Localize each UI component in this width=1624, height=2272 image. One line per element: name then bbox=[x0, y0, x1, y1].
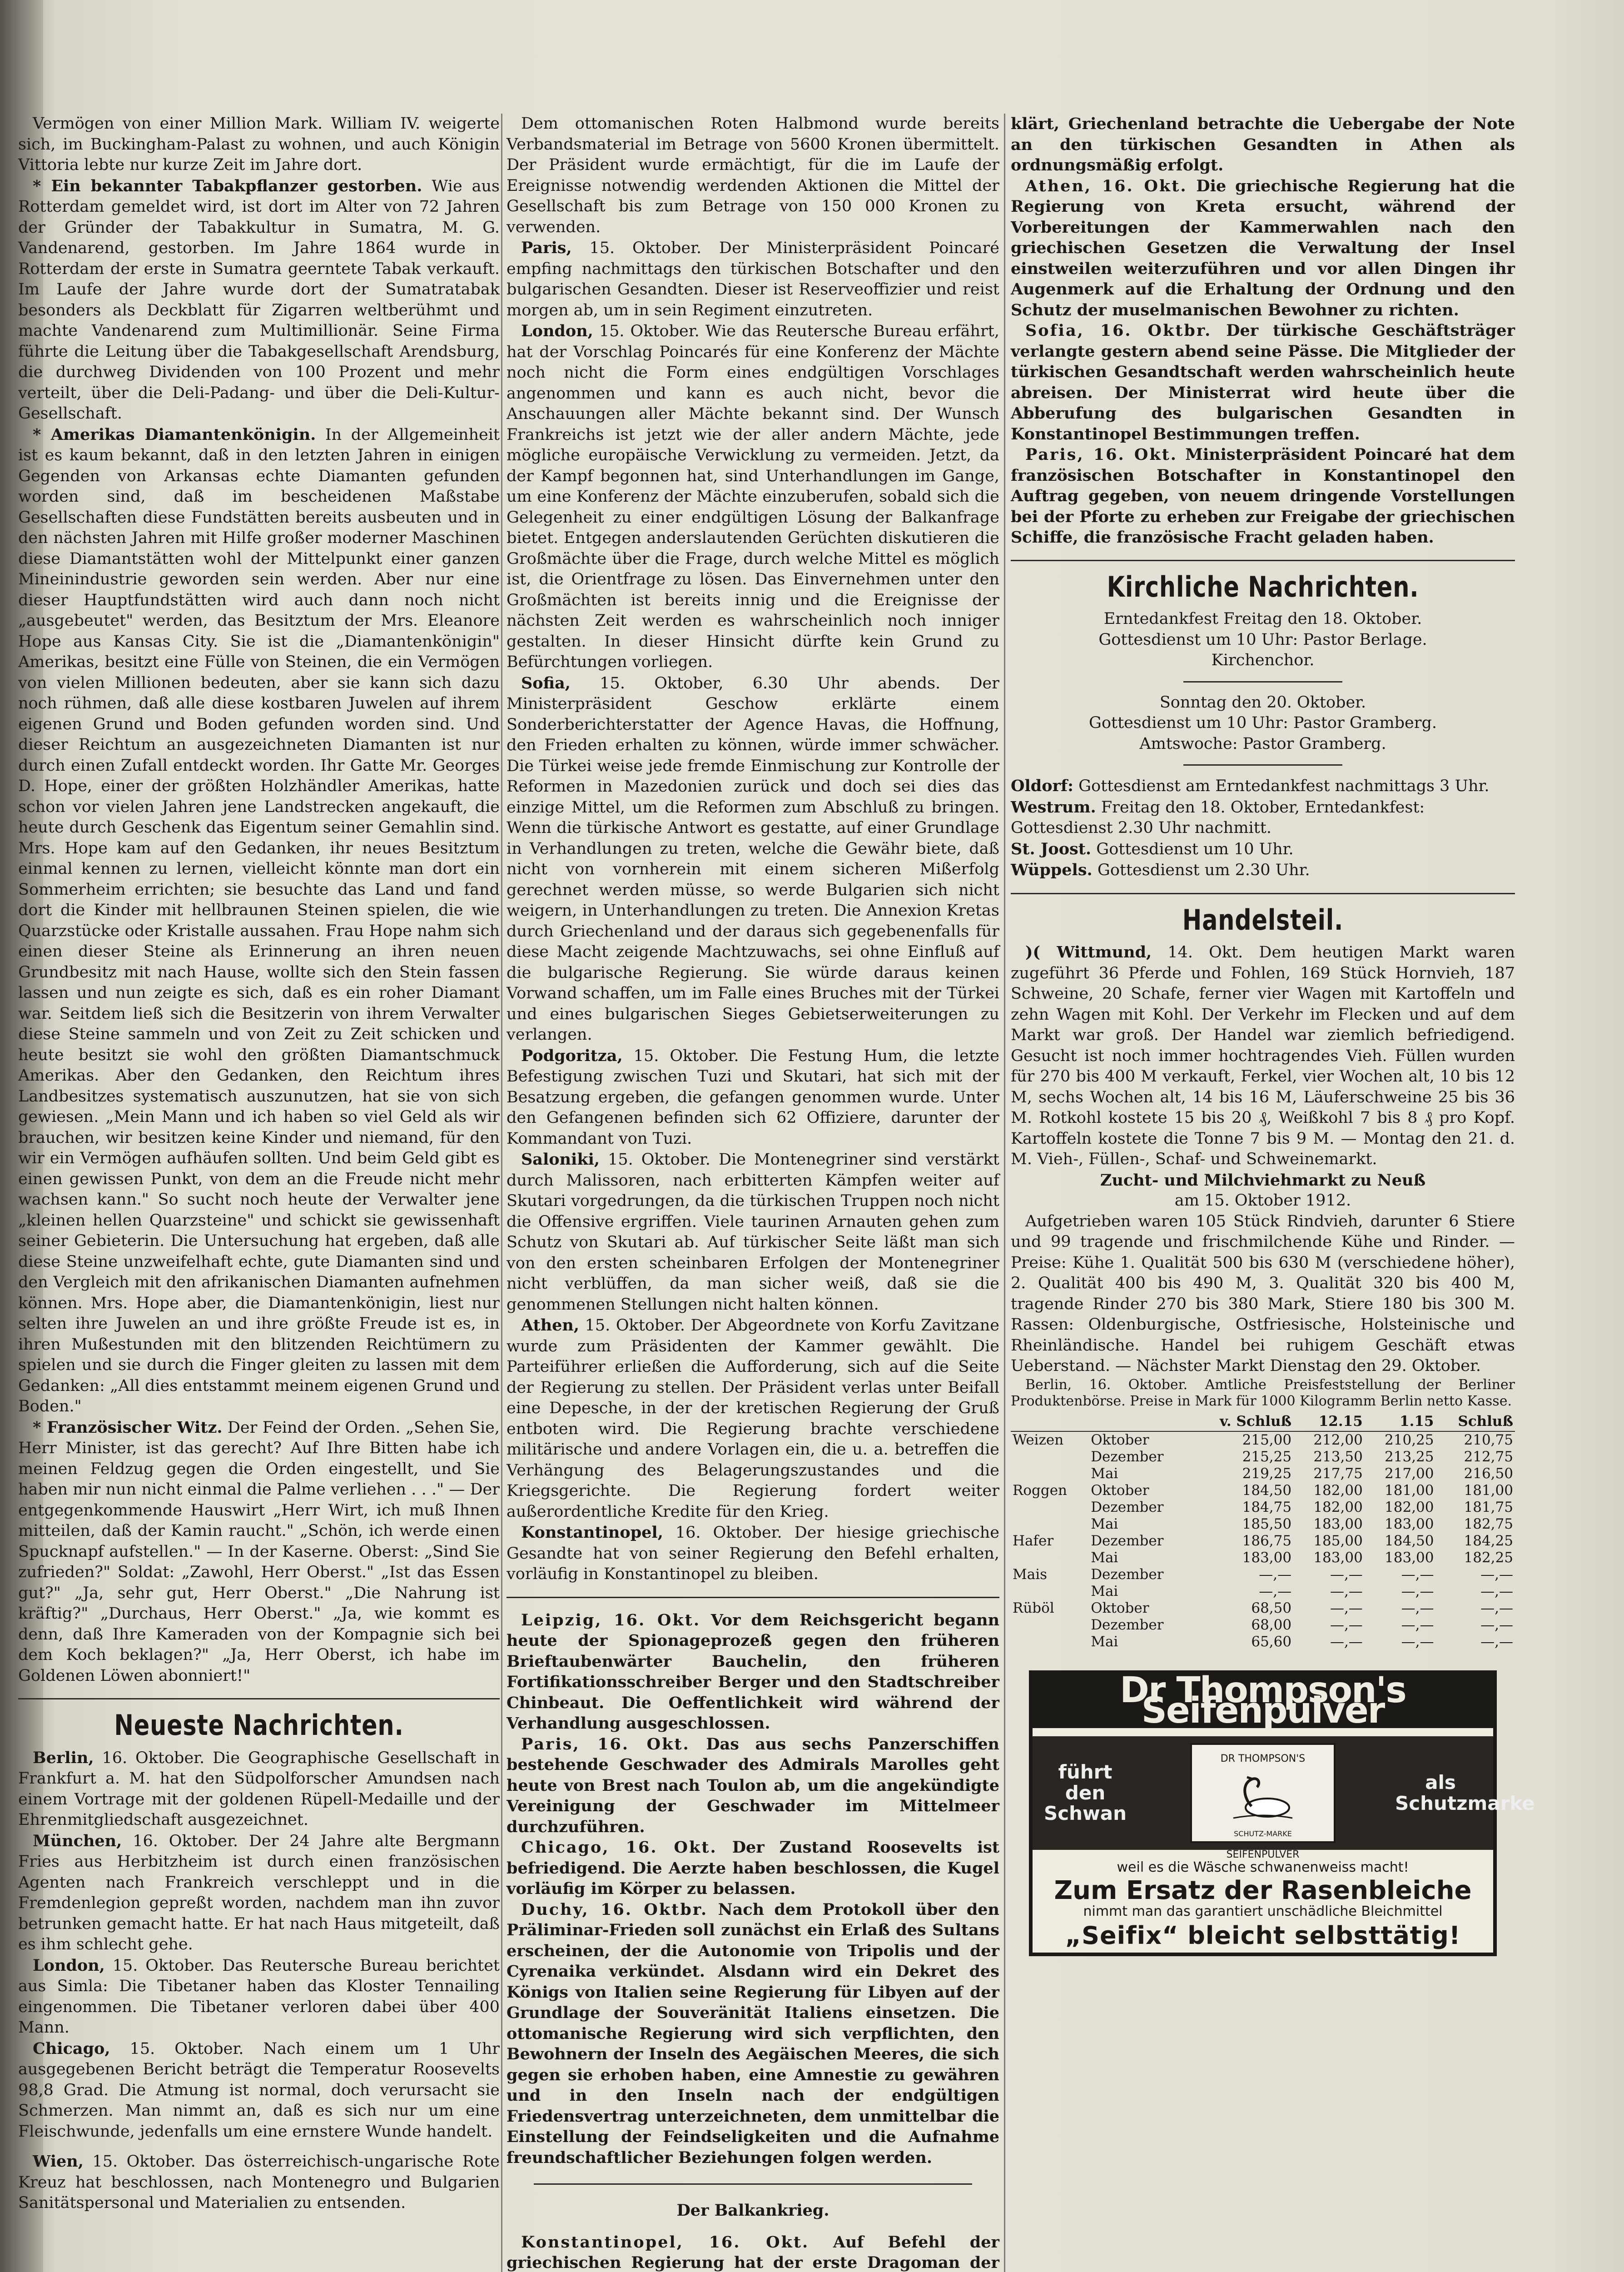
ad-box-bottom: SEIFENPULVER bbox=[1226, 1848, 1300, 1860]
ad-banner bbox=[1033, 1736, 1535, 1860]
price-cell: 183,00 bbox=[1385, 1515, 1434, 1532]
month-cell: Dezember bbox=[1091, 1566, 1164, 1583]
price-cell: 212,00 bbox=[1313, 1431, 1363, 1448]
price-row bbox=[1011, 1449, 1515, 1465]
commodity-cell: Weizen bbox=[1013, 1431, 1064, 1448]
news-item bbox=[507, 1149, 999, 1315]
dateline: Wien, bbox=[33, 2152, 84, 2171]
month-cell: Oktober bbox=[1091, 1482, 1149, 1499]
news-item bbox=[18, 1955, 500, 2038]
price-cell: 216,50 bbox=[1464, 1465, 1513, 1482]
telegram-text: Der türkische Geschäftsträger verlangte gestern abend seine Pässe. Die Mitglieder der türkischen Gesandtschaft werden wahrscheinlich heute abreisen. Der Ministerrat wird heute über die Abberufung des bulgarischen Gesandten in Konstantinopel Bestimmungen treffen. bbox=[1011, 321, 1515, 443]
telegram-item bbox=[1011, 320, 1515, 444]
price-cell: —,— bbox=[1330, 1633, 1363, 1650]
news-item bbox=[18, 1748, 500, 1831]
telegram-item bbox=[507, 2232, 999, 2272]
price-row bbox=[1011, 1600, 1515, 1617]
price-cell: 213,25 bbox=[1385, 1448, 1434, 1465]
swan-icon bbox=[1229, 1769, 1297, 1824]
month-cell: Mai bbox=[1091, 1465, 1118, 1482]
price-column-header: Schluß bbox=[1436, 1412, 1515, 1431]
news-item bbox=[507, 1046, 999, 1150]
commodity-cell: Hafer bbox=[1013, 1532, 1054, 1549]
price-cell: 182,75 bbox=[1464, 1515, 1513, 1532]
price-cell: —,— bbox=[1480, 1616, 1513, 1633]
price-row bbox=[1011, 1550, 1515, 1566]
price-column-header: 12.15 bbox=[1293, 1412, 1365, 1431]
news-text: 16. Oktober. Der 24 Jahre alte Bergmann Fries aus Herbitzheim ist durch einen französischen Agenten nach Frankreich verschleppt und in die Fremdenlegion gepreßt worden, nachdem man ihn zuvor betrunken gemacht hatte. Er hat nach Haus mitgeteilt, daß es ihm schlecht gehe. bbox=[18, 1832, 500, 1953]
price-cell: —,— bbox=[1480, 1583, 1513, 1599]
advertisement-seifenpulver bbox=[1029, 1669, 1535, 1956]
price-column-header: 1.15 bbox=[1365, 1412, 1436, 1431]
commodity-cell bbox=[1011, 1499, 1089, 1516]
market-text: 14. Okt. Dem heutigen Markt waren zugeführt 36 Pferde und Fohlen, 169 Stück Hornvieh, 187 Schweine, 20 Schafe, ferner vier Wagen mit Kartoffeln und zehn Wagen mit Kohl. Der Verkehr im Flecken und auf dem Markt war groß. Der Handel war ziemlich befriedigend. Gesucht ist noch immer hochtragendes Vieh. Füllen wurden für 270 bis 400 M verkauft, Ferkel, vier Wochen alt, 10 bis 12 M, sechs Wochen alt, 14 bis 16 M, Läuferschweine 25 bis 36 M. Rotkohl kostete 15 bis 20 ₰, Weißkohl 7 bis 8 ₰ pro Kopf. Kartoffeln kostete die Tonne 7 bis 9 M. — Montag den 21. d. M. Vieh-, Füllen-, Schaf- und Schweinemarkt. bbox=[1011, 943, 1515, 1168]
price-column-header bbox=[1011, 1412, 1089, 1431]
month-cell: Mai bbox=[1091, 1583, 1118, 1599]
divider bbox=[1183, 681, 1342, 683]
telegram-item: klärt, Griechenland betrachte die Uebergabe der Note an den türkischen Gesandten in Athen als ordnungsmäßig erfolgt. bbox=[1011, 115, 1515, 174]
commodity-cell bbox=[1011, 1583, 1089, 1600]
dateline: Athen, 16. Okt. bbox=[1025, 176, 1187, 195]
telegram-item bbox=[507, 1837, 999, 1899]
dateline: Saloniki, bbox=[521, 1150, 600, 1169]
price-cell: 68,00 bbox=[1251, 1616, 1292, 1633]
dateline: Athen, bbox=[521, 1316, 580, 1335]
dateline: Duchy, 16. Oktbr. bbox=[521, 1900, 708, 1919]
commodity-cell: Roggen bbox=[1013, 1482, 1068, 1499]
telegram-item bbox=[1011, 176, 1515, 321]
news-item bbox=[507, 673, 999, 1046]
parish-name: Wüppels. bbox=[1011, 861, 1093, 879]
article-paragraph bbox=[18, 176, 500, 424]
price-cell: —,— bbox=[1259, 1583, 1292, 1599]
dateline: Paris, 16. Okt. bbox=[1025, 445, 1177, 464]
price-cell: 219,25 bbox=[1242, 1465, 1292, 1482]
dateline: Paris, bbox=[521, 239, 572, 257]
parish-text: Gottesdienst um 10 Uhr. bbox=[1096, 840, 1294, 858]
article-text: In der Allgemeinheit ist es kaum bekannt, daß in den letzten Jahren in einigen Gegenden von Arkansas echte Diamanten gefunden worden sind, daß im bescheidenen Maßstabe Gesellschaften diese Fundstätten bereits ausbeuten und in den nächsten Jahren mit Hilfe großer moderner Maschinen diese Diamantstätten wohl der Mittelpunkt einer ganzen Mineinindustrie geworden sein werden. Aber nur eine dieser Hauptfundstätten wird auch dann noch nicht „ausgebeutet" werden, das Besitztum der Mrs. Eleanore Hope aus Kansas City. Sie ist die „Diamantenkönigin" Amerikas, besitzt eine Fülle von Steinen, die ein Vermögen von vielen Millionen bedeuten, aber sie kann sich dazu noch rühmen, daß alle diese kostbaren Juwelen auf ihrem eigenen Grund und Boden gefunden worden sind. Und dieser Reichtum an ausgezeichneten Diamanten ist nur durch einen Zufall entdeckt worden. Ihr Gatte Mr. Georges D. Hope, einer der größten Holzhändler Amerikas, hatte schon vor vielen Jahren jene Landstrecken angekauft, die heute durch Geschenk das Eigentum seiner Gemahlin sind. Mrs. Hope kam auf den Gedanken, ihr neues Besitztum einmal kennen zu lernen, vielleicht könnte man dort ein Sommerheim errichten; sie besuchte das Land und fand dort die Kinder mit hellbraunen Steinen spielen, die wie Quarzstücke oder Kristalle aussahen. Frau Hope nahm sich einen dieser Steine als Erinnerung an ihren neuen Grundbesitz mit nach Hause, wollte sich den Stein fassen lassen und nun zeigte es sich, daß es ein roher Diamant war. Seitdem ließ sich die Besitzerin von ihrem Verwalter diese Steine sammeln und von Zeit zu Zeit schicken und heute besitzt sie wohl den größten Diamantschmuck Amerikas. Aber den Gedanken, den Reichtum ihres Landbesitzes systematisch auszunutzen, hat sie von sich gewiesen. „Mein Mann und ich haben so viel Geld als wir brauchen, wir besitzen keine Kinder und niemand, für den wir ein Vermögen aufhäufen sollten. Und beim Geld gibt es einen gewissen Punkt, von dem an die Freude nicht mehr wachsen kann." So sucht noch heute der Verwalter jene „kleinen hellen Quarzsteine" und schickt sie gewissenhaft seiner Gebieterin. Die Untersuchung hat ergeben, daß alle diese Steine unzweifelhaft echte, gute Diamanten sind und den Vergleich mit den afrikanischen Diamanten aufnehmen können. Mrs. Hope aber, die Diamantenkönigin, liest nur selten ihre Juwelen an und ihre größte Freude ist es, in ihren Mußestunden mit den blitzenden Reichtümern zu spielen und sie durch die Finger gleiten zu lassen mit dem Gedanken: „All dies entstammt meinem eigenen Grund und Boden." bbox=[18, 425, 500, 1415]
parish-name: St. Joost. bbox=[1011, 839, 1092, 858]
divider bbox=[534, 2183, 972, 2185]
price-column-header: v. Schluß bbox=[1192, 1412, 1294, 1431]
price-cell: 182,00 bbox=[1385, 1499, 1434, 1515]
commodity-cell bbox=[1011, 1550, 1089, 1566]
grain-price-table bbox=[1011, 1412, 1515, 1650]
parish-text: Freitag den 18. Oktober, Erntedankfest: Gottesdienst 2.30 Uhr nachmitt. bbox=[1011, 798, 1425, 837]
telegram-text: Die griechische Regierung hat die Regierung von Kreta ersucht, während der Vorbereitungen der Kammerwahlen nach den griechischen Gesetzen die Verwaltung der Insel einstweilen weiterzuführen und vor allen Dingen ihr Augenmerk auf die Erhaltung der Ordnung und den Schutz der muselmanischen Bewohner zu richten. bbox=[1011, 176, 1515, 319]
church-line: Gottesdienst um 10 Uhr: Pastor Gramberg. bbox=[1089, 714, 1437, 732]
commodity-cell bbox=[1011, 1449, 1089, 1465]
dateline: Sofia, bbox=[521, 673, 571, 693]
market-report bbox=[1011, 942, 1515, 1170]
column-3 bbox=[1011, 114, 1535, 2272]
dateline: Berlin, bbox=[33, 1748, 94, 1767]
church-notices bbox=[1011, 609, 1515, 881]
divider bbox=[1183, 764, 1342, 766]
ad-right-text: als Schutzmarke bbox=[1395, 1771, 1535, 1814]
parish-notice bbox=[1011, 839, 1515, 860]
price-cell: 210,25 bbox=[1385, 1431, 1434, 1448]
parish-notice bbox=[1011, 797, 1515, 839]
month-cell: Oktober bbox=[1091, 1599, 1149, 1616]
price-cell: 184,75 bbox=[1242, 1499, 1292, 1515]
dateline: London, bbox=[33, 1956, 105, 1975]
price-cell: —,— bbox=[1401, 1566, 1434, 1583]
news-text: 15. Oktober. Das österreichisch-ungarische Rote Kreuz hat beschlossen, nach Montenegro und Bulgarien Sanitätspersonal und Materialien zu entsenden. bbox=[18, 2152, 500, 2212]
price-cell: 185,00 bbox=[1313, 1532, 1363, 1549]
church-line: Sonntag den 20. Oktober. bbox=[1159, 693, 1366, 712]
price-cell: —,— bbox=[1330, 1616, 1363, 1633]
price-row bbox=[1011, 1566, 1515, 1583]
price-cell: 183,00 bbox=[1313, 1549, 1363, 1566]
price-row bbox=[1011, 1465, 1515, 1482]
market-report: Aufgetrieben waren 105 Stück Rindvieh, darunter 6 Stiere und 99 tragende und frischmilchende Kühe und Rinder. — Preise: Kühe 1. Qualität 500 bis 630 M (verschiedene höher), 2. Qualität 400 bis 490 M, 3. Qualität 320 bis 400 M, tragende Rinder 270 bis 380 Mark, Stiere 180 bis 300 M. Rassen: Oldenburgische, Ostfriesische, Holsteinische und Rheinländische. Handel bei ruhigem Geschäft etwas Ueberstand. — Nächster Markt Dienstag den 29. Oktober. bbox=[1011, 1212, 1515, 1375]
parish-text: Gottesdienst um 2.30 Uhr. bbox=[1097, 861, 1310, 879]
news-text: 16. Oktober. Die Geographische Gesellschaft in Frankfurt a. M. hat den Südpolforscher Amundsen nach einem Vortrage mit der goldenen Rüpell-Medaille und der Ehrenmitgliedschaft ausgezeichnet. bbox=[18, 1749, 500, 1829]
commodity-cell bbox=[1011, 1617, 1089, 1634]
commodity-cell: Rüböl bbox=[1013, 1599, 1054, 1616]
dateline: Berlin, 16. Oktober. bbox=[1025, 1376, 1188, 1393]
section-heading-handelsteil: Handelsteil. bbox=[1182, 903, 1344, 937]
price-cell: 182,25 bbox=[1464, 1549, 1513, 1566]
dateline: Chicago, bbox=[33, 2039, 110, 2058]
commodity-cell bbox=[1011, 1465, 1089, 1482]
commodity-cell: Mais bbox=[1013, 1566, 1048, 1583]
article-text: Wie aus Rotterdam gemeldet wird, ist dort im Alter von 72 Jahren der Gründer der Tabakkultur in Sumatra, M. G. Vandenarend, gestorben. Im Jahre 1864 wurde in Rotterdam der erste in Sumatra geerntete Tabak verkauft. Im Laufe der Jahre wurde dort der Sumatratabak besonders als Deckblatt für Zigarren weltberühmt und machte Vandenarend zum Multimillionär. Seine Firma führte die Leitung über die Tabakgesellschaft Arendsburg, die durchweg Dividenden von 100 Prozent und mehr verteilt, über die Deli-Padang- und über die Deli-Kultur-Gesellschaft. bbox=[18, 177, 500, 423]
dateline: Konstantinopel, 16. Okt. bbox=[521, 2232, 810, 2252]
ad-tagline: „Seifix“ bleicht selbsttätig! bbox=[1065, 1921, 1461, 1950]
price-cell: 184,50 bbox=[1242, 1482, 1292, 1499]
ad-title: Dr Thompson's Seifenpulver bbox=[1033, 1674, 1493, 1728]
month-cell: Mai bbox=[1091, 1515, 1118, 1532]
price-cell: —,— bbox=[1480, 1633, 1513, 1650]
divider bbox=[18, 1698, 500, 1699]
telegram-text: Nach dem Protokoll über den Präliminar-Frieden soll zunächst ein Erlaß des Sultans erscheinen, der die Autonomie von Tripolis und der Cyrenaika verkündet. Alsdann wird ein Dekret des Königs von Italien seine Regierung für Libyen auf der Grundlage der Souveränität Italiens einsetzen. Die ottomanische Regierung wird sich verpflichten, den Bewohnern der Inseln des Aegäischen Meeres, die sich gegen sie erhoben haben, eine Amnestie zu gewähren und in den Inseln nach der endgültigen Friedensvertrag unterzeichneten, dem unmittelbar die Einstellung der Feindseligkeiten und die Aufnahme freundschaftlicher Beziehungen folgen werden. bbox=[507, 1900, 1000, 2167]
telegram-item bbox=[1011, 444, 1515, 548]
news-item bbox=[18, 1831, 500, 1955]
article-headline: * Amerikas Diamantenkönigin. bbox=[33, 425, 316, 444]
price-row bbox=[1011, 1533, 1515, 1550]
section-heading-neueste-nachrichten: Neueste Nachrichten. bbox=[114, 1709, 404, 1742]
price-cell: —,— bbox=[1480, 1566, 1513, 1583]
price-cell: 217,75 bbox=[1313, 1465, 1363, 1482]
telegram-text: Der Zustand Roosevelts ist befriedigend. Die Aerzte haben beschlossen, die Kugel vorläufig im Körper zu belassen. bbox=[507, 1838, 999, 1898]
telegram-item bbox=[507, 1734, 999, 1838]
news-item bbox=[18, 2151, 500, 2214]
month-cell: Dezember bbox=[1091, 1532, 1164, 1549]
price-cell: —,— bbox=[1480, 1599, 1513, 1616]
price-cell: 182,00 bbox=[1313, 1499, 1363, 1515]
price-cell: 181,00 bbox=[1385, 1482, 1434, 1499]
price-cell: 65,60 bbox=[1251, 1633, 1292, 1650]
article-text: Der Feind der Orden. „Sehen Sie, Herr Minister, ist das gerecht? Auf Ihre Bitten habe ich meinen Feldzug gegen die Orden eingestellt, und Sie haben mir nun nicht einmal die Palme verliehen . . ." — Der entgegenkommende Hauswirt „Herr Wirt, ich muß Ihnen mitteilen, daß der Kamin raucht." „Schön, ich werde einen Spucknapf aufstellen." — In der Kaserne. Oberst: „Sind Sie zufrieden?" Soldat: „Zawohl, Herr Oberst." „Ist das Essen gut?" „Ja, sehr gut, Herr Oberst." „Die Nahrung ist kräftig?" „Durchaus, Herr Oberst." „Ja, wie kommt es denn, daß Ihre Kameraden von der Kompagnie sich bei dem Koch beklagen?" „Ja, Herr Oberst, ich habe im Goldenen Löwen abonniert!" bbox=[18, 1418, 500, 1685]
church-line: Erntedankfest Freitag den 18. Oktober. bbox=[1103, 610, 1422, 628]
ad-subline: nimmt man das garantiert unschädliche Bleichmittel bbox=[1083, 1903, 1443, 1919]
divider bbox=[507, 1597, 999, 1598]
dateline: München, bbox=[33, 1831, 122, 1850]
article-headline: * Ein bekannter Tabakpflanzer gestorben. bbox=[33, 176, 422, 195]
ad-box-side: SCHUTZ-MARKE bbox=[1234, 1829, 1292, 1838]
section-heading-kirchliche-nachrichten: Kirchliche Nachrichten. bbox=[1107, 570, 1419, 603]
news-text: 16. Oktober. Der hiesige griechische Gesandte hat von seiner Regierung den Befehl erhalten, vorläufig in Konstantinopel zu bleiben. bbox=[507, 1524, 999, 1583]
price-row bbox=[1011, 1583, 1515, 1600]
month-cell: Dezember bbox=[1091, 1616, 1164, 1633]
price-intro-text: Amtliche Preisfeststellung der Berliner Produktenbörse. Preise in Mark für 1000 Kilogramm Berlin netto Kasse. bbox=[1011, 1376, 1515, 1409]
price-row bbox=[1011, 1499, 1515, 1516]
price-row bbox=[1011, 1617, 1515, 1634]
column-rule bbox=[1004, 114, 1005, 2272]
news-text: 15. Oktober. Die Montenegriner sind verstärkt durch Malissoren, nach erbitterten Kämpfen weiter auf Skutari vorgedrungen, da die türkischen Truppen noch nicht die Offensive ergriffen. Viele taurinen Arnauten gehen zum Schutz von Skutari ab. Auf türkischer Seite läßt man sich von den ersten scheinbaren Erfolgen der Montenegriner nicht verblüffen, da man sicher weiß, daß sie die genommenen Stellungen nicht halten können. bbox=[507, 1151, 999, 1314]
dateline: London, bbox=[521, 322, 593, 340]
news-text: 15. Oktober. Der Ministerpräsident Poincaré empfing nachmittags den türkischen Botschafter und den bulgarischen Gesandten. Dieser ist Reserveoffizier und reist morgen ab, um in sein Regiment einzutreten. bbox=[507, 239, 999, 319]
telegram-text: Auf Befehl der griechischen Regierung hat der erste Dragoman der bbox=[507, 2232, 999, 2272]
month-cell: Dezember bbox=[1091, 1448, 1164, 1465]
news-text: 15. Oktober. Die Festung Hum, die letzte Befestigung zwischen Tuzi und Skutari, hat sich mit der Besatzung ergeben, die gefangen genommen wurde. Unter den Gefangenen befinden sich 62 Offiziere, darunter der Kommandant von Tuzi. bbox=[507, 1046, 999, 1148]
news-item bbox=[18, 2038, 500, 2142]
telegram-item bbox=[507, 1899, 999, 2168]
price-cell: 184,50 bbox=[1385, 1532, 1434, 1549]
column-rule bbox=[501, 114, 502, 2272]
price-row bbox=[1011, 1482, 1515, 1499]
news-item bbox=[507, 321, 999, 673]
news-text: 15. Oktober. Der Abgeordnete von Korfu Zavitzane wurde zum Präsidenten der Kammer gewählt. Die Parteiführer erließen die Aufforderung, sich auf die Seite der Regierung zu stellen. Der Präsident verlas unter Beifall eine Depesche, in der der kretischen Regierung der Gruß entboten wird. Die Regierung brachte verschiedene militärische und andere Vorlagen ein, die u. a. betreffen die Verhängung des Belagerungszustandes und die Kriegsgerichte. Die Regierung fordert weiter außerordentliche Kredite für den Krieg. bbox=[507, 1316, 999, 1521]
article-headline: * Französischer Witz. bbox=[33, 1418, 223, 1437]
price-cell: —,— bbox=[1330, 1583, 1363, 1599]
parish-text: Gottesdienst am Erntedankfest nachmittags 3 Uhr. bbox=[1078, 777, 1490, 795]
ad-left-text: führt den Schwan bbox=[1043, 1761, 1127, 1825]
price-cell: —,— bbox=[1401, 1583, 1434, 1599]
news-item bbox=[507, 1315, 999, 1522]
article-paragraph bbox=[18, 1417, 500, 1687]
price-cell: —,— bbox=[1259, 1566, 1292, 1583]
article-paragraph: Vermögen von einer Million Mark. William IV. weigerte sich, im Buckingham-Palast zu wohnen, und auch Königin Vittoria lebte nur kurze Zeit im Jahre dort. bbox=[18, 115, 500, 174]
price-cell: 68,50 bbox=[1251, 1599, 1292, 1616]
price-cell: 213,50 bbox=[1313, 1448, 1363, 1465]
price-cell: —,— bbox=[1330, 1599, 1363, 1616]
price-row bbox=[1011, 1431, 1515, 1449]
dateline: Paris, 16. Okt. bbox=[521, 1734, 690, 1754]
price-cell: 183,00 bbox=[1242, 1549, 1292, 1566]
telegram-text: Vor dem Reichsgericht begann heute der Spionageprozeß gegen den früheren Brieftaubenwärter Bauchelin, den früheren Fortifikationsschreiber Berger und den Stadtschreiber Chinbeaut. Die Oeffentlichkeit wird während der Verhandlung ausgeschlossen. bbox=[507, 1610, 1000, 1733]
dateline: Leipzig, 16. Okt. bbox=[521, 1610, 701, 1629]
price-cell: 181,00 bbox=[1464, 1482, 1513, 1499]
price-cell: 186,75 bbox=[1242, 1532, 1292, 1549]
ad-box-top: DR THOMPSON'S bbox=[1220, 1753, 1306, 1764]
dateline: )( Wittmund, bbox=[1025, 943, 1152, 962]
price-cell: 183,00 bbox=[1385, 1549, 1434, 1566]
price-row bbox=[1011, 1516, 1515, 1533]
price-cell: 184,25 bbox=[1464, 1532, 1513, 1549]
price-cell: —,— bbox=[1401, 1616, 1434, 1633]
price-column-header bbox=[1089, 1412, 1192, 1431]
telegram-item bbox=[507, 1610, 999, 1734]
telegram-text: Das aus sechs Panzerschiffen bestehende Geschwader des Admirals Marolles geht heute von Brest nach Toulon ab, um die angekündigte Vereinigung der Geschwader im Mittelmeer durchzuführen. bbox=[507, 1734, 1000, 1836]
dateline: Chicago, 16. Okt. bbox=[521, 1838, 717, 1857]
ad-headline: Zum Ersatz der Rasenbleiche bbox=[1054, 1876, 1472, 1905]
divider bbox=[1011, 893, 1515, 894]
parish-name: Westrum. bbox=[1011, 797, 1096, 817]
column-1 bbox=[18, 114, 500, 2272]
price-cell: —,— bbox=[1401, 1599, 1434, 1616]
divider bbox=[1011, 560, 1515, 561]
price-cell: —,— bbox=[1330, 1566, 1363, 1583]
month-cell: Dezember bbox=[1091, 1499, 1164, 1515]
price-cell: 215,00 bbox=[1242, 1431, 1292, 1448]
market-subheading: Zucht- und Milchviehmarkt zu Neuß bbox=[1100, 1171, 1426, 1190]
news-item: Dem ottomanischen Roten Halbmond wurde bereits Verbandsmaterial im Betrage von 5600 Kronen übermittelt. Der Präsident wurde ermächtigt, für die im Laufe der Ereignisse notwendig werdenden Aktionen die Mittel der Gesellschaft bis zum Betrage von 150 000 Kronen zu verwenden. bbox=[507, 115, 999, 236]
dateline: Konstantinopel, bbox=[521, 1523, 663, 1542]
column-2 bbox=[507, 114, 999, 2272]
price-cell: 215,25 bbox=[1242, 1448, 1292, 1465]
church-line: Amtswoche: Pastor Gramberg. bbox=[1139, 734, 1386, 753]
price-cell: 183,00 bbox=[1313, 1515, 1363, 1532]
month-cell: Oktober bbox=[1091, 1431, 1149, 1448]
price-row bbox=[1011, 1634, 1515, 1650]
price-cell: 210,75 bbox=[1464, 1431, 1513, 1448]
news-item bbox=[507, 238, 999, 321]
parish-notice bbox=[1011, 776, 1515, 797]
ad-trademark-box bbox=[1190, 1743, 1336, 1860]
market-date: am 15. Oktober 1912. bbox=[1174, 1191, 1351, 1210]
ad-slogan: weil es die Wäsche schwanenweiss macht! bbox=[1117, 1859, 1409, 1875]
price-cell: —,— bbox=[1401, 1633, 1434, 1650]
price-cell: 217,00 bbox=[1385, 1465, 1434, 1482]
church-line: Kirchenchor. bbox=[1211, 651, 1315, 669]
parish-notice bbox=[1011, 860, 1515, 881]
parish-name: Oldorf: bbox=[1011, 777, 1074, 795]
price-intro bbox=[1011, 1377, 1515, 1410]
month-cell: Mai bbox=[1091, 1549, 1118, 1566]
dateline: Sofia, 16. Oktbr. bbox=[1025, 321, 1212, 340]
news-item bbox=[507, 1522, 999, 1585]
commodity-cell bbox=[1011, 1516, 1089, 1533]
section-heading-balkankrieg: Der Balkankrieg. bbox=[676, 2201, 829, 2220]
price-cell: 185,50 bbox=[1242, 1515, 1292, 1532]
commodity-cell bbox=[1011, 1634, 1089, 1650]
news-text: 15. Oktober. Nach einem um 1 Uhr ausgegebenen Bericht beträgt die Temperatur Roosevelts 98,8 Grad. Die Atmung ist normal, doch verursacht sie Schmerzen. Man nimmt an, daß es sich nur um eine Fleischwunde, jedenfalls um eine ernstere Wunde handelt. bbox=[18, 2039, 500, 2141]
price-cell: 181,75 bbox=[1464, 1499, 1513, 1515]
news-text: 15. Oktober. Wie das Reutersche Bureau erfährt, hat der Vorschlag Poincarés für eine Konferenz der Mächte noch nicht die Form eines endgültigen Vorschlages angenommen und kann es auch nicht, bevor die Anschauungen aller Mächte bekannt sind. Der Wunsch Frankreichs ist jetzt wie der aller andern Mächte, jede mögliche europäische Verwicklung zu vermeiden. Jetzt, da der Kampf begonnen hat, sind Unterhandlungen im Gange, um eine Konferenz der Mächte einzuberufen, sobald sich die Gelegenheit zu einer endgültigen Lösung der Balkanfrage bietet. Entgegen anderslautenden Gerüchten diskutieren die Großmächte über die Frage, durch welche Mittel es möglich ist, die Orientfrage zu lösen. Das Einvernehmen unter den Großmächten ist bereits innig und die Ereignisse der nächsten Zeit werden es wahrscheinlich noch inniger gestalten. In dieser Hinsicht dürfte kein Grund zu Befürchtungen vorliegen. bbox=[507, 322, 999, 671]
news-text: 15. Oktober, 6.30 Uhr abends. Der Ministerpräsident Geschow erklärte einem Sonderberichterstatter der Agence Havas, die Hoffnung, den Frieden erhalten zu können, würde immer schwächer. Die Türkei weise jede fremde Einmischung zur Kontrolle der Reformen in Mazedonien zurück und doch sei dies das einzige Mittel, um die Reformen zum Abschluß zu bringen. Wenn die türkische Antwort es gestatte, auf einer Grundlage in Verhandlungen zu treten, welche die Gewähr biete, daß nicht von vornherein mit einem sicheren Mißerfolg gerechnet werden müsse, so werde Bulgarien sich nicht weigern, in Unterhandlungen zu treten. Die Annexion Kretas durch Griechenland und der daraus sich gegebenenfalls für diese Macht zeigende Machtzuwachs, sei ohne Einfluß auf die bulgarische Regierung. Sie würde daraus keinen Vorwand schaffen, um im Falle eines Bruches mit der Türkei und eines bulgarischen Sieges Gebietserweiterungen zu verlangen. bbox=[507, 674, 999, 1044]
church-line: Gottesdienst um 10 Uhr: Pastor Berlage. bbox=[1098, 630, 1427, 649]
dateline: Podgoritza, bbox=[521, 1046, 623, 1065]
news-text: 15. Oktober. Das Reutersche Bureau berichtet aus Simla: Die Tibetaner haben das Kloster Tennailing eingenommen. Die Tibetaner verloren dabei über 400 Mann. bbox=[18, 1956, 500, 2037]
price-cell: 182,00 bbox=[1313, 1482, 1363, 1499]
article-paragraph bbox=[18, 424, 500, 1417]
telegram-text: Ministerpräsident Poincaré hat dem französischen Botschafter in Konstantinopel den Auftrag gegeben, von neuem dringende Vorstellungen bei der Pforte zu erheben zur Freigabe der griechischen Schiffe, die französische Fracht geladen haben. bbox=[1011, 445, 1515, 547]
price-cell: 212,75 bbox=[1464, 1448, 1513, 1465]
month-cell: Mai bbox=[1091, 1633, 1118, 1650]
